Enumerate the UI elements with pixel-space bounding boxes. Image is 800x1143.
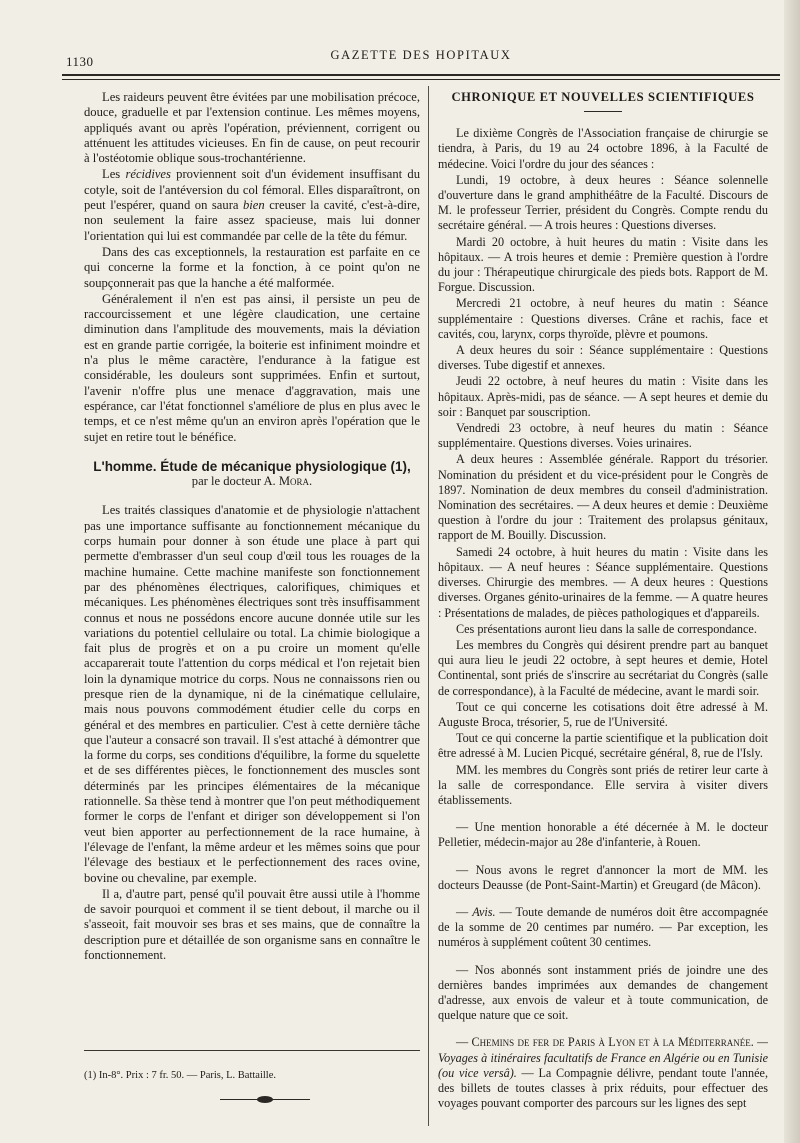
paragraph: Mercredi 21 octobre, à neuf heures du matin : Séance supplémentaire : Questions diverses. Crâne et rachis, face et cavités, cou, larynx, corps thyroïde, plèvre et poumons. (438, 296, 768, 341)
title-rule (584, 111, 622, 112)
railway-heading: Chemins de fer de Paris à Lyon et à la Méditerranée. (471, 1035, 754, 1050)
paragraph: Les raideurs peuvent être évitées par une mobilisation précoce, douce, graduelle et par l'extension continue. Les mêmes moyens, appliqués avant ou après l'opération, préviennent, corrigent ou atténuent les attitudes vicieuses. En fin de cause, on peut recourir à l'ostéotomie oblique sous-trochantérienne. (84, 90, 420, 166)
news-item: — Nos abonnés sont instamment priés de joindre une des dernières bandes imprimées aux demandes de changement d'adresse, aux envois de valeur et à toute communication, de quelque nature que ce soit. (438, 962, 768, 1023)
paragraph: Lundi, 19 octobre, à deux heures : Séance solennelle d'ouverture dans le grand amphithéâtre de la Faculté. Discours de M. le professeur Terrier, président du Congrès. Compte rendu du secrétaire général. — A trois heures : Questions diverses. (438, 172, 768, 233)
paragraph: Dans des cas exceptionnels, la restauration est parfaite en ce qui concerne la forme et la fonction, à ce point qu'on ne soupçonnerait pas que la hanche a été malformée. (84, 244, 420, 290)
emphasis-bien: bien (243, 198, 265, 213)
page-edge-shadow (784, 0, 800, 1143)
emphasis-recidives: récidives (125, 167, 171, 182)
paragraph: Les traités classiques d'anatomie et de physiologie n'attachent pas une importance suffisante au fonctionnement mécanique du corps humain pour donner à son étude une place à part qui permette d'embrasser d'un seul coup d'œil tous les rouages de la machine humaine. Cette machine manifeste son fonctionnement par des phénomènes électriques, calorifiques, chimiques et mécaniques. Les phénomènes électriques sont très insuffisamment connus et nous ne possédons encore aucune donnée utile sur les variations du potentiel cellulaire ou total. La chimie biologique a fait plus de progrès et on a pu croire un moment qu'elle accaparerait toute l'attention du corps médical et l'on rejetait bien loin la dynamique motrice du corps. Nous ne connaissons rien ou presque rien de la dynamique, ni de la cinématique cellulaire, mais nous pouvons commodément étudier celle du corps en général et des membres en particulier. C'est à cette dernière tâche que l'auteur a consacré son travail. Il s'est attaché à démontrer que la forme du corps, ses conditions d'équilibre, la forme du squelette et de ses différentes pièces, le fonctionnement des muscles sont déterminés par les principes élémentaires de la mécanique rationnelle. Sa thèse tend à montrer que l'on peut méthodiquement former le corps de l'enfant et diriger son développement si l'on veut bien apporter au perfectionnement de la race humaine, à l'élevage de l'enfant, la même ardeur et les mêmes soins que pour l'élevage des bestiaux et le perfectionnement des races ovine, bovine ou chevaline, par exemple. (84, 503, 420, 885)
column-divider (428, 86, 429, 1126)
section-author: par le docteur A. Mora. (191, 474, 313, 489)
header-rule-thick (62, 74, 780, 76)
paragraph: Mardi 20 octobre, à huit heures du matin : Visite dans les hôpitaux. — A trois heures et demie : Première question à l'ordre du jour : Thérapeutique chirurgicale des pieds bots. Rapport de M. Forgue. Discussion. (438, 234, 768, 295)
paragraph: A deux heures : Assemblée générale. Rapport du trésorier. Nomination du président et du vice-président pour le Congrès de 1897. Nomination de deux membres du conseil d'administration. Nomination des secrétaires. — A deux heures et demie : Deuxième question à l'ordre du jour : Traitement des prolapsus génitaux, rapport de M. Bouilly. Discussion. (438, 452, 768, 543)
footnote: (1) In-8°. Prix : 7 fr. 50. — Paris, L. Battaille. (84, 1070, 277, 1081)
author-name: Mora. (278, 474, 313, 489)
header-rule-thin (62, 79, 780, 80)
paragraph: Il a, d'autre part, pensé qu'il pouvait être aussi utile à l'homme de savoir pourquoi et comment il se tient debout, il marche ou il s'asseoit, fait mouvoir ses bras et ses mains, que de connaître la description pure et détaillée de son organisme sans en connaître le fonctionnement. (84, 886, 420, 963)
page-number: 1130 (66, 54, 94, 69)
footnote-rule (84, 1050, 420, 1051)
paragraph-recidives: Les récidives proviennent soit d'un évidement insuffisant du cotyle, soit de l'antéversion du col fémoral. Elles disparaîtront, on peut l'espérer, quand on saura bien creuser la cavité, c'est-à-dire, non seulement la faire assez spacieuse, mais lui donner l'orientation qui lui est commandée par celle de la tête du fémur. (84, 167, 420, 243)
paragraph: Jeudi 22 octobre, à neuf heures du matin : Visite dans les hôpitaux. Après-midi, pas de séance. — A sept heures et demie du soir : Banquet par souscription. (438, 374, 768, 419)
paragraph: Ces présentations auront lieu dans la salle de correspondance. (456, 621, 757, 636)
avis-label: Avis. (472, 904, 496, 919)
paragraph: Généralement il n'en est pas ainsi, il persiste un peu de raccourcissement et une légère claudication, une certaine diminution dans l'amplitude des mouvements, mais la déviation est en grande partie corrigée, la boiterie est infiniment moindre et n'a plus le même caractère, l'endurance à la fatigue est considérable, les douleurs sont supprimées. Enfin et surtout, l'avenir n'offre plus une menace d'aggravation, mais une espérance, car l'état fonctionnel s'améliore de plus en plus avec le temps, et ce n'est même qu'un an environ après l'opération que le sujet en retire tout le bénéfice. (84, 291, 420, 444)
section-heading: L'homme. Étude de mécanique physiologique (1), (93, 458, 411, 474)
journal-title: GAZETTE DES HOPITAUX (330, 48, 512, 62)
news-item: — Nous avons le regret d'annoncer la mort de MM. les docteurs Deausse (de Pont-Saint-Martin) et Greugard (de Mâcon). (438, 862, 768, 892)
news-item: — Une mention honorable a été décernée à M. le docteur Pelletier, médecin-major au 28e d'infanterie, à Rouen. (438, 820, 768, 850)
ornament-divider (220, 1096, 310, 1104)
page-header (62, 44, 780, 74)
paragraph: Samedi 24 octobre, à huit heures du matin : Visite dans les hôpitaux. — A neuf heures : Séance supplémentaire. Questions diverses. Chirurgie des membres. — A deux heures : Questions diverses. Organes génito-urinaires de la femme. — A quatre heures : Présentations de malades, de pièces pathologiques et d'appareils. (438, 544, 768, 620)
paragraph: Vendredi 23 octobre, à neuf heures du matin : Séance supplémentaire. Questions diverses. Voies urinaires. (438, 421, 768, 451)
right-column (438, 90, 768, 1112)
railway-subtitle: — Voyages à itinéraires facultatifs de France en Algérie ou en Tunisie (ou vice versâ). (438, 1035, 768, 1080)
paragraph: Le dixième Congrès de l'Association française de chirurgie se tiendra, à Paris, du 19 au 24 octobre 1896, à la Faculté de médecine. Voici l'ordre du jour des séances : (438, 126, 768, 171)
paragraph: Tout ce qui concerne les cotisations doit être adressé à M. Auguste Broca, trésorier, 5, rue de l'Université. (438, 699, 768, 729)
left-column (84, 90, 420, 964)
paragraph: Tout ce qui concerne la partie scientifique et la publication doit être adressé à M. Lucien Picqué, secrétaire général, 8, rue de l'Isly. (438, 731, 768, 761)
news-item-avis: — Avis. — Toute demande de numéros doit être accompagnée de la somme de 20 centimes par numéro. — Par exception, les numéros à supplément coûtent 30 centimes. (438, 904, 769, 950)
paragraph: Les membres du Congrès qui désirent prendre part au banquet qui aura lieu le jeudi 22 octobre, à sept heures et demie, Hotel Continental, sont priés de s'inscrire au secrétariat du Congrès (salle de correspondance), à la Faculté de médecine, avant le mardi soir. (438, 637, 768, 698)
chronique-title: CHRONIQUE ET NOUVELLES SCIENTIFIQUES (451, 90, 755, 104)
paragraph: MM. les membres du Congrès sont priés de retirer leur carte à la salle de correspondance. Elle servira à visiter divers établissements. (438, 762, 768, 807)
news-item-railway: — Chemins de fer de Paris à Lyon et à la Méditerranée. — Voyages à itinéraires facultatifs de France en Algérie ou en Tunisie (ou vice versâ). — La Compagnie délivre, pendant toute l'année, des billets de toutes classes à prix réduits, pour effectuer des voyages pouvant comporter des parcours sur les lignes des sept (438, 1035, 768, 1111)
paragraph: A deux heures du soir : Séance supplémentaire : Questions diverses. Tube digestif et annexes. (438, 343, 768, 373)
